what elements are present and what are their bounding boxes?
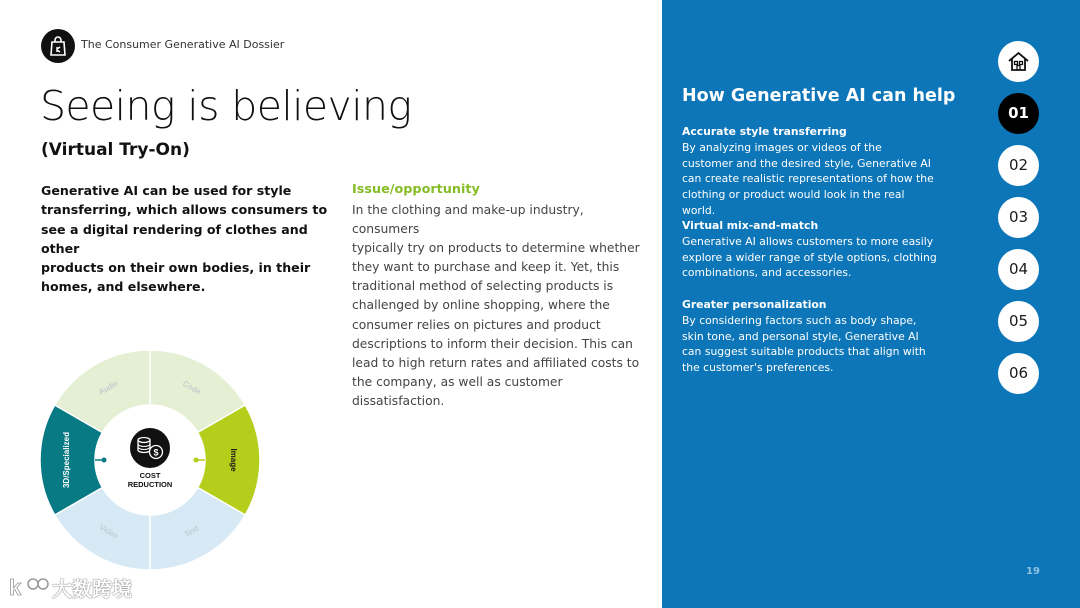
page-title: Seeing is believing <box>40 82 412 130</box>
feature-heading: Virtual mix-and-match <box>682 219 819 232</box>
feature-line: By considering factors such as body shape, <box>682 313 917 327</box>
intro-line: transferring, which allows consumers to <box>41 202 328 218</box>
feature-line: combinations, and accessories. <box>682 266 852 280</box>
feature-line: can create realistic representations of how the <box>682 172 934 186</box>
feature-heading: Accurate style transferring <box>682 125 847 138</box>
issue-line: traditional method of selecting products is <box>352 279 614 294</box>
wheel-label-3d-specialized: 3D/Specialized <box>62 431 72 489</box>
intro-line: homes, and elsewhere. <box>41 279 206 295</box>
issue-line: In the clothing and make-up industry, consumers <box>352 203 584 237</box>
sidebar-title: How Generative AI can help <box>682 86 956 106</box>
wheel-connector-dot-left <box>102 458 107 463</box>
feature-line: By analyzing images or videos of the <box>682 140 882 154</box>
feature-line: the customer's preferences. <box>682 361 834 375</box>
home-icon <box>1007 50 1030 73</box>
feature-line: customer and the desired style, Generative AI <box>682 156 931 170</box>
shopping-bag-icon <box>48 35 68 57</box>
nav-item-02[interactable]: 02 <box>998 145 1039 186</box>
feature-line: explore a wider range of style options, clothing <box>682 250 937 264</box>
watermark-logo-icon <box>8 572 50 602</box>
issue-paragraph <box>352 201 652 411</box>
page-subtitle: (Virtual Try-On) <box>41 140 190 160</box>
wheel-label-code: Code <box>181 379 203 397</box>
wheel-label-audio: Audio <box>97 378 120 397</box>
feature-line: clothing or product would look in the real world. <box>682 188 905 217</box>
feature-line: can suggest suitable products that align with <box>682 345 926 359</box>
wheel-connector-dot-right <box>194 458 199 463</box>
wheel-center-label-2: REDUCTION <box>127 480 173 489</box>
watermark-text: 大数跨境 <box>52 577 132 601</box>
nav-item-01[interactable]: 01 <box>998 93 1039 134</box>
coins-dollar-icon <box>130 428 170 468</box>
issue-line: challenged by online shopping, where the <box>352 298 610 313</box>
intro-line: products on their own bodies, in their <box>41 260 311 276</box>
issue-line: consumer relies on pictures and product <box>352 317 601 332</box>
svg-text:$: $ <box>153 447 159 458</box>
feature-personalization <box>682 297 937 376</box>
wheel-label-image: Image <box>228 448 238 472</box>
intro-line: Generative AI can be used for style <box>41 183 292 198</box>
feature-line: skin tone, and personal style, Generative AI <box>682 329 919 343</box>
watermark <box>8 570 148 602</box>
issue-line: the company, as well as customer dissatisfaction. <box>352 374 563 408</box>
generative-ai-modality-wheel <box>38 348 262 572</box>
feature-heading: Greater personalization <box>682 298 827 311</box>
issue-line: lead to high return rates and affiliated costs to <box>352 355 640 370</box>
page-number: 19 <box>1026 566 1040 577</box>
svg-text:k: k <box>9 575 22 600</box>
intro-line: see a digital rendering of clothes and other <box>41 221 308 256</box>
nav-item-03[interactable]: 03 <box>998 197 1039 238</box>
nav-item-04[interactable]: 04 <box>998 249 1039 290</box>
document-title: The Consumer Generative AI Dossier <box>81 38 285 51</box>
wheel-label-video: Video <box>97 522 120 541</box>
wheel-center-label-1: COST <box>139 471 161 480</box>
issue-heading: Issue/opportunity <box>352 182 480 197</box>
issue-line: descriptions to inform their decision. This can <box>352 336 633 351</box>
logo-badge <box>41 29 75 63</box>
home-button[interactable] <box>998 41 1039 82</box>
issue-line: they want to purchase and keep it. Yet, this <box>352 260 620 275</box>
issue-line: typically try on products to determine whether <box>352 241 640 256</box>
feature-line: Generative AI allows customers to more easily <box>682 234 934 248</box>
feature-style-transferring <box>682 124 937 219</box>
wheel-label-text: Text <box>182 523 200 540</box>
feature-mix-and-match <box>682 218 937 281</box>
nav-item-06[interactable]: 06 <box>998 353 1039 394</box>
intro-paragraph <box>41 181 341 297</box>
nav-item-05[interactable]: 05 <box>998 301 1039 342</box>
